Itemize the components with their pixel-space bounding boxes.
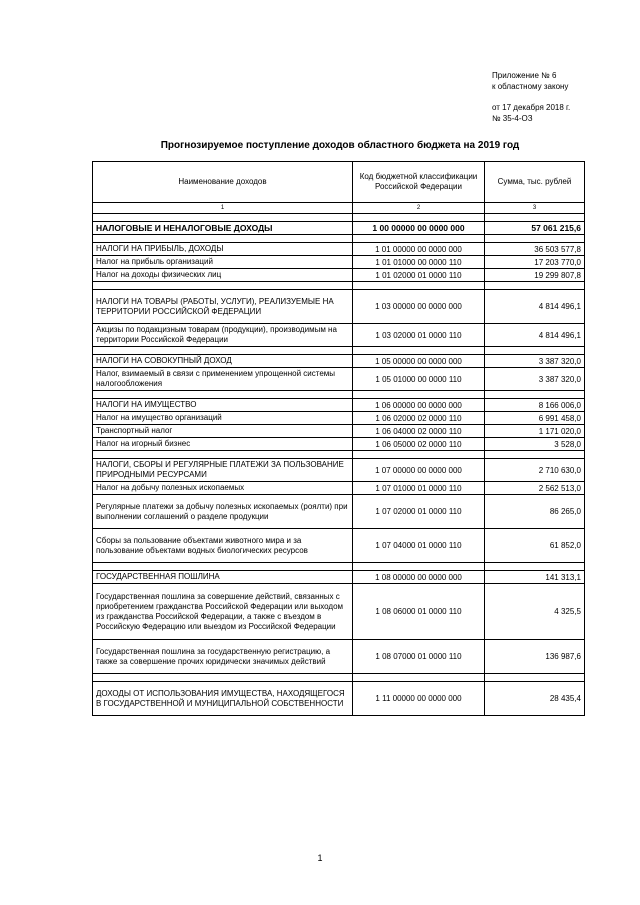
table-row	[93, 243, 585, 256]
income-amount: 17 203 770,0	[485, 256, 585, 269]
income-name: НАЛОГИ НА ИМУЩЕСТВО	[93, 399, 353, 412]
income-name: Регулярные платежи за добычу полезных ископаемых (роялти) при выполнении соглашений о разделе продукции	[93, 495, 353, 529]
income-name: Налог на игорный бизнес	[93, 438, 353, 451]
table-row	[93, 399, 585, 412]
income-code: 1 01 00000 00 0000 000	[353, 243, 485, 256]
income-code: 1 08 00000 00 0000 000	[353, 571, 485, 584]
income-amount: 141 313,1	[485, 571, 585, 584]
appendix-line: к областному закону	[492, 82, 569, 91]
appendix-line: Приложение № 6	[492, 71, 557, 80]
income-code: 1 06 04000 02 0000 110	[353, 425, 485, 438]
income-name: Налог на доходы физических лиц	[93, 269, 353, 282]
table-row	[93, 355, 585, 368]
income-amount: 136 987,6	[485, 640, 585, 674]
income-amount: 61 852,0	[485, 529, 585, 563]
document-title: Прогнозируемое поступление доходов областного бюджета на 2019 год	[160, 140, 520, 151]
income-code: 1 08 06000 01 0000 110	[353, 584, 485, 640]
income-amount: 2 710 630,0	[485, 459, 585, 482]
income-name: Государственная пошлина за государственную регистрацию, а также за совершение прочих юридически значимых действий	[93, 640, 353, 674]
income-name: Налог на добычу полезных ископаемых	[93, 482, 353, 495]
income-name: Сборы за пользование объектами животного мира и за пользование объектами водных биологических ресурсов	[93, 529, 353, 563]
column-number: 2	[353, 203, 485, 214]
table-row	[93, 529, 585, 563]
income-amount: 28 435,4	[485, 682, 585, 716]
table-row	[93, 412, 585, 425]
income-name: ГОСУДАРСТВЕННАЯ ПОШЛИНА	[93, 571, 353, 584]
income-amount: 19 299 807,8	[485, 269, 585, 282]
income-amount: 4 814 496,1	[485, 290, 585, 324]
income-code: 1 07 02000 01 0000 110	[353, 495, 485, 529]
income-name: ДОХОДЫ ОТ ИСПОЛЬЗОВАНИЯ ИМУЩЕСТВА, НАХОДЯЩЕГОСЯ В ГОСУДАРСТВЕННОЙ И МУНИЦИПАЛЬНОЙ СОБСТВЕННОСТИ	[93, 682, 353, 716]
income-code: 1 05 00000 00 0000 000	[353, 355, 485, 368]
income-amount: 3 387 320,0	[485, 355, 585, 368]
income-code: 1 07 04000 01 0000 110	[353, 529, 485, 563]
table-row	[93, 368, 585, 391]
table-row	[93, 495, 585, 529]
income-code: 1 07 00000 00 0000 000	[353, 459, 485, 482]
table-row	[93, 222, 585, 235]
income-name: НАЛОГИ НА СОВОКУПНЫЙ ДОХОД	[93, 355, 353, 368]
income-name: НАЛОГИ, СБОРЫ И РЕГУЛЯРНЫЕ ПЛАТЕЖИ ЗА ПОЛЬЗОВАНИЕ ПРИРОДНЫМИ РЕСУРСАМИ	[93, 459, 353, 482]
appendix-header	[492, 70, 570, 124]
table-row	[93, 482, 585, 495]
header-name: Наименование доходов	[93, 162, 353, 203]
appendix-line: от 17 декабря 2018 г.	[492, 103, 571, 112]
income-amount: 4 814 496,1	[485, 324, 585, 347]
table-row	[93, 438, 585, 451]
income-amount: 8 166 006,0	[485, 399, 585, 412]
income-code: 1 03 00000 00 0000 000	[353, 290, 485, 324]
income-amount: 3 528,0	[485, 438, 585, 451]
page-number: 1	[317, 853, 323, 863]
income-code: 1 01 02000 01 0000 110	[353, 269, 485, 282]
income-amount: 36 503 577,8	[485, 243, 585, 256]
income-name: Акцизы по подакцизным товарам (продукции), производимым на территории Российской Федерации	[93, 324, 353, 347]
income-code: 1 00 00000 00 0000 000	[353, 222, 485, 235]
income-code: 1 06 05000 02 0000 110	[353, 438, 485, 451]
table-row	[93, 324, 585, 347]
income-amount: 2 562 513,0	[485, 482, 585, 495]
income-code: 1 07 01000 01 0000 110	[353, 482, 485, 495]
income-name: Налог на прибыль организаций	[93, 256, 353, 269]
income-code: 1 06 00000 00 0000 000	[353, 399, 485, 412]
table-row	[93, 584, 585, 640]
table-header-row	[93, 162, 585, 203]
table-row	[93, 256, 585, 269]
income-name: НАЛОГИ НА ПРИБЫЛЬ, ДОХОДЫ	[93, 243, 353, 256]
income-name: Налог, взимаемый в связи с применением упрощенной системы налогообложения	[93, 368, 353, 391]
appendix-line: № 35-4-ОЗ	[492, 114, 533, 123]
header-code: Код бюджетной классификации Российской Федерации	[353, 162, 485, 203]
column-number: 1	[93, 203, 353, 214]
income-name: НАЛОГОВЫЕ И НЕНАЛОГОВЫЕ ДОХОДЫ	[93, 222, 353, 235]
table-row	[93, 290, 585, 324]
income-name: Государственная пошлина за совершение действий, связанных с приобретением гражданства Российской Федерации или выходом из гражданства Российской Федерации, а также с въездом в Российскую Федерацию или выездом из Российской Федерации	[93, 584, 353, 640]
table-row	[93, 571, 585, 584]
column-number: 3	[485, 203, 585, 214]
income-name: Транспортный налог	[93, 425, 353, 438]
table-row	[93, 459, 585, 482]
income-amount: 4 325,5	[485, 584, 585, 640]
income-amount: 86 265,0	[485, 495, 585, 529]
income-code: 1 06 02000 02 0000 110	[353, 412, 485, 425]
income-amount: 6 991 458,0	[485, 412, 585, 425]
income-code: 1 11 00000 00 0000 000	[353, 682, 485, 716]
column-number-row	[93, 203, 585, 214]
table-row	[93, 682, 585, 716]
income-code: 1 01 01000 00 0000 110	[353, 256, 485, 269]
income-code: 1 08 07000 01 0000 110	[353, 640, 485, 674]
header-amount: Сумма, тыс. рублей	[485, 162, 585, 203]
income-amount: 1 171 020,0	[485, 425, 585, 438]
income-code: 1 03 02000 01 0000 110	[353, 324, 485, 347]
income-amount: 3 387 320,0	[485, 368, 585, 391]
income-code: 1 05 01000 00 0000 110	[353, 368, 485, 391]
table-row	[93, 640, 585, 674]
table-row	[93, 269, 585, 282]
table-row	[93, 425, 585, 438]
revenue-table	[92, 161, 585, 716]
income-name: НАЛОГИ НА ТОВАРЫ (РАБОТЫ, УСЛУГИ), РЕАЛИЗУЕМЫЕ НА ТЕРРИТОРИИ РОССИЙСКОЙ ФЕДЕРАЦИИ	[93, 290, 353, 324]
income-name: Налог на имущество организаций	[93, 412, 353, 425]
income-amount: 57 061 215,6	[485, 222, 585, 235]
